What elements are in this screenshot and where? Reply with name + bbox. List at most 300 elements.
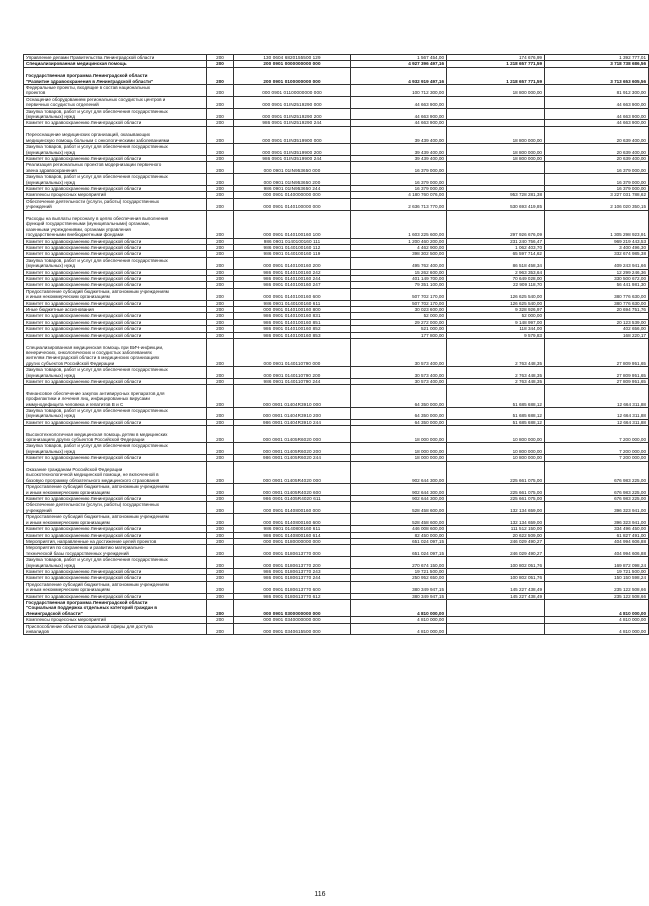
- item-name-line: Комплексы процессных мероприятий: [26, 617, 106, 623]
- item-name-line: медицинскую помощь больным с онкологическими заболеваниями: [26, 137, 170, 143]
- executed-amount-cell: 225 661 075,00: [447, 461, 545, 484]
- item-name-line: Оснащение оборудованием региональных сосудистых центров и: [26, 96, 166, 102]
- item-name-line: Оказание гражданам Российской Федерации: [26, 467, 123, 473]
- grbs-code-cell: 200: [207, 185, 234, 191]
- executed-amount-cell: 10 800 000,00: [447, 426, 545, 443]
- item-name-line: (муниципальных) нужд: [26, 179, 76, 185]
- grbs-code-cell: 200: [207, 617, 234, 623]
- executed-amount-cell: 174 676,99: [447, 55, 545, 61]
- item-name-line: Комитет по здравоохранению Ленинградской области: [26, 282, 142, 288]
- table-row: [24, 426, 649, 443]
- remaining-amount-cell: 19 721 500,00: [545, 568, 649, 574]
- item-name-line: (муниципальных) нужд: [26, 448, 76, 454]
- executed-amount-cell: 1 062 403,70: [447, 245, 545, 251]
- grbs-code-cell: 200: [207, 162, 234, 174]
- budget-code-cell: 000 0901 0140100160 100: [234, 210, 351, 238]
- grbs-code-cell: 200: [207, 198, 234, 210]
- approved-amount-cell: 52 000,00: [351, 313, 447, 319]
- budget-code-cell: 000 0901 0300000000 000: [234, 599, 351, 616]
- grbs-code-cell: 200: [207, 455, 234, 461]
- approved-amount-cell: 1 567 454,00: [351, 55, 447, 61]
- grbs-code-cell: 200: [207, 378, 234, 384]
- executed-amount-cell: 126 625 540,00: [447, 288, 545, 300]
- budget-code-cell: 986 0901 0180613770 243: [234, 568, 351, 574]
- approved-amount-cell: 30 573 400,00: [351, 378, 447, 384]
- remaining-amount-cell: 61 827 491,00: [545, 532, 649, 538]
- item-name-cell: [24, 198, 207, 210]
- approved-amount-cell: 398 302 500,00: [351, 251, 447, 257]
- approved-amount-cell: 651 024 097,15: [351, 538, 447, 544]
- grbs-code-cell: 200: [207, 257, 234, 269]
- item-name-line: Комитет по здравоохранению Ленинградской области: [26, 245, 142, 250]
- remaining-amount-cell: 44 663 900,00: [545, 108, 649, 120]
- grbs-code-cell: 200: [207, 623, 234, 635]
- executed-amount-cell: 51 685 688,12: [447, 385, 545, 408]
- budget-code-cell: 986 0901 01IN3519900 244: [234, 155, 351, 161]
- grbs-code-cell: 200: [207, 251, 234, 257]
- approved-amount-cell: 250 952 650,00: [351, 575, 447, 581]
- executed-amount-cell: [447, 599, 545, 616]
- budget-code-cell: 000 0901 01100000000 000: [234, 85, 351, 97]
- item-name-line: (муниципальных) нужд: [26, 114, 76, 120]
- remaining-amount-cell: 404 994 606,88: [545, 545, 649, 557]
- budget-code-cell: 000 0901 0140800160 000: [234, 502, 351, 514]
- item-name-cell: [24, 96, 207, 108]
- budget-code-cell: 986 0901 0140800160 611: [234, 526, 351, 532]
- budget-code-cell: 000 0901 01IN3519900 000: [234, 126, 351, 143]
- executed-amount-cell: 70 649 028,00: [447, 276, 545, 282]
- remaining-amount-cell: 1 305 298 923,91: [545, 210, 649, 238]
- table-row: [24, 514, 649, 526]
- budget-code-cell: 986 0901 01404R3910 244: [234, 419, 351, 425]
- budget-code-cell: 000 0901 0140100160 800: [234, 307, 351, 313]
- budget-code-cell: 986 0901 01IN2519290 244: [234, 120, 351, 126]
- executed-amount-cell: 118 344,00: [447, 326, 545, 332]
- item-name-line: первичных сосудистых отделений: [26, 102, 99, 108]
- table-row: [24, 443, 649, 455]
- executed-amount-cell: 18 800 000,00: [447, 85, 545, 97]
- executed-amount-cell: 1 218 657 771,59: [447, 61, 545, 67]
- executed-amount-cell: 126 625 540,00: [447, 300, 545, 306]
- item-name-cell: [24, 599, 207, 616]
- executed-amount-cell: 20 622 509,00: [447, 532, 545, 538]
- remaining-amount-cell: 27 809 951,65: [545, 339, 649, 367]
- budget-code-cell: 000 0901 0180613770 200: [234, 557, 351, 569]
- remaining-amount-cell: 4 810 000,00: [545, 623, 649, 635]
- item-name-cell: [24, 210, 207, 238]
- item-name-line: Мероприятия, направленные на достижение целей проектов: [26, 538, 157, 544]
- item-name-cell: [24, 367, 207, 379]
- item-name-cell: [24, 557, 207, 569]
- item-name-line: Комитет по здравоохранению Ленинградской области: [26, 276, 142, 282]
- item-name-line: (муниципальных) нужд: [26, 413, 76, 419]
- item-name-line: профилактики и лечения лиц, инфицированных вирусами: [26, 396, 150, 402]
- item-name-line: Реализация региональных проектов модернизации первичного: [26, 162, 162, 168]
- executed-amount-cell: 52 000,00: [447, 313, 545, 319]
- remaining-amount-cell: 3 713 653 605,56: [545, 67, 649, 84]
- item-name-line: функций государственными (муниципальными) органами,: [26, 221, 150, 227]
- item-name-cell: [24, 108, 207, 120]
- remaining-amount-cell: 2 106 020 350,15: [545, 198, 649, 210]
- remaining-amount-cell: 12 299 246,36: [545, 269, 649, 275]
- table-row: [24, 210, 649, 238]
- grbs-code-cell: 200: [207, 319, 234, 325]
- item-name-line: Комитет по здравоохранению Ленинградской области: [26, 300, 142, 306]
- item-name-cell: [24, 581, 207, 593]
- grbs-code-cell: 200: [207, 557, 234, 569]
- grbs-code-cell: 200: [207, 67, 234, 84]
- remaining-amount-cell: 380 776 630,00: [545, 288, 649, 300]
- item-name-cell: [24, 257, 207, 269]
- grbs-code-cell: 200: [207, 502, 234, 514]
- item-name-line: Закупка товаров, работ и услуг для обеспечения государственных: [26, 443, 168, 449]
- remaining-amount-cell: 169 872 098,24: [545, 557, 649, 569]
- item-name-line: Комитет по здравоохранению Ленинградской области: [26, 419, 142, 425]
- executed-amount-cell: 2 763 448,35: [447, 367, 545, 379]
- item-name-line: Комитет по здравоохранению Ленинградской области: [26, 332, 142, 338]
- approved-amount-cell: 16 379 000,00: [351, 162, 447, 174]
- grbs-code-cell: 200: [207, 245, 234, 251]
- approved-amount-cell: 82 450 000,00: [351, 532, 447, 538]
- grbs-code-cell: 200: [207, 581, 234, 593]
- item-name-line: Предоставление субсидий бюджетным, автономным учреждениям: [26, 514, 169, 520]
- approved-amount-cell: 18 000 000,00: [351, 443, 447, 455]
- executed-amount-cell: 100 802 051,76: [447, 557, 545, 569]
- table-row: [24, 557, 649, 569]
- remaining-amount-cell: 56 441 981,30: [545, 282, 649, 288]
- item-name-line: Закупка товаров, работ и услуг для обеспечения государственных: [26, 144, 168, 150]
- remaining-amount-cell: 150 150 598,24: [545, 575, 649, 581]
- item-name-line: казенными учреждениями, органами управления: [26, 226, 131, 232]
- executed-amount-cell: 132 134 659,00: [447, 502, 545, 514]
- item-name-line: Государственная программа Ленинградской области: [26, 599, 148, 605]
- item-name-line: Специализированная медицинская помощь: [26, 61, 127, 67]
- item-name-line: Комитет по здравоохранению Ленинградской области: [26, 526, 142, 532]
- item-name-line: Комитет по здравоохранению Ленинградской области: [26, 313, 142, 319]
- table-row: [24, 67, 649, 84]
- grbs-code-cell: 200: [207, 419, 234, 425]
- budget-code-cell: 986 0901 0140110790 244: [234, 378, 351, 384]
- approved-amount-cell: 15 262 600,00: [351, 269, 447, 275]
- remaining-amount-cell: 3 400 496,30: [545, 245, 649, 251]
- item-name-line: "Социальная поддержка отдельных категорий граждан в: [26, 605, 158, 611]
- item-name-line: других субъектов Российской Федерации: [26, 360, 115, 366]
- executed-amount-cell: [447, 623, 545, 635]
- approved-amount-cell: 100 712 300,00: [351, 85, 447, 97]
- item-name-line: Закупка товаров, работ и услуг для обеспечения государственных: [26, 557, 168, 563]
- item-name-line: государственными внебюджетными фондами: [26, 232, 124, 238]
- approved-amount-cell: 380 349 947,15: [351, 593, 447, 599]
- grbs-code-cell: 200: [207, 496, 234, 502]
- budget-code-cell: 000 0901 0140110790 200: [234, 367, 351, 379]
- budget-code-cell: 986 0901 01405R4020 611: [234, 496, 351, 502]
- executed-amount-cell: 51 685 688,12: [447, 407, 545, 419]
- executed-amount-cell: 9 148 997,00: [447, 319, 545, 325]
- approved-amount-cell: 19 721 500,00: [351, 568, 447, 574]
- budget-code-cell: 000 0901 01405R6020 200: [234, 443, 351, 455]
- item-name-cell: [24, 461, 207, 484]
- table-row: [24, 257, 649, 269]
- remaining-amount-cell: 16 379 000,00: [545, 162, 649, 174]
- executed-amount-cell: 9 579,83: [447, 332, 545, 338]
- budget-code-cell: 986 0901 0180613770 244: [234, 575, 351, 581]
- executed-amount-cell: 225 661 075,00: [447, 484, 545, 496]
- table-row: [24, 174, 649, 186]
- table-row: [24, 502, 649, 514]
- grbs-code-cell: 200: [207, 385, 234, 408]
- budget-code-cell: 986 0901 0140100160 853: [234, 332, 351, 338]
- item-name-line: и иным некоммерческим организациям: [26, 519, 110, 525]
- remaining-amount-cell: 396 323 941,00: [545, 502, 649, 514]
- approved-amount-cell: 39 439 400,00: [351, 155, 447, 161]
- executed-amount-cell: 2 763 448,35: [447, 339, 545, 367]
- grbs-code-cell: 200: [207, 192, 234, 198]
- budget-code-cell: 130 0604 6820155500 129: [234, 55, 351, 61]
- remaining-amount-cell: 676 983 225,00: [545, 484, 649, 496]
- approved-amount-cell: 1 200 460 200,00: [351, 238, 447, 244]
- approved-amount-cell: 30 023 600,00: [351, 307, 447, 313]
- approved-amount-cell: 651 024 097,15: [351, 545, 447, 557]
- remaining-amount-cell: 20 639 400,00: [545, 126, 649, 143]
- executed-amount-cell: [447, 162, 545, 174]
- item-name-line: Комитет по здравоохранению Ленинградской области: [26, 532, 142, 538]
- remaining-amount-cell: 404 994 606,88: [545, 538, 649, 544]
- remaining-amount-cell: 396 323 941,00: [545, 514, 649, 526]
- budget-code-cell: 000 0901 01405R4020 000: [234, 461, 351, 484]
- grbs-code-cell: 200: [207, 575, 234, 581]
- item-name-line: Комплексы процессных мероприятий: [26, 192, 106, 198]
- approved-amount-cell: 177 800,00: [351, 332, 447, 338]
- budget-code-cell: 000 0901 0180613770 600: [234, 581, 351, 593]
- approved-amount-cell: 29 272 000,00: [351, 319, 447, 325]
- grbs-code-cell: 200: [207, 144, 234, 156]
- approved-amount-cell: 64 350 000,00: [351, 419, 447, 425]
- approved-amount-cell: 16 379 000,00: [351, 185, 447, 191]
- grbs-code-cell: 200: [207, 155, 234, 161]
- item-name-line: организациях других субъектов Российской Федерации: [26, 437, 145, 442]
- executed-amount-cell: 145 227 438,49: [447, 581, 545, 593]
- remaining-amount-cell: 330 500 672,00: [545, 276, 649, 282]
- item-name-line: технической базы государственных учреждений: [26, 550, 129, 556]
- item-name-line: и иным некоммерческим организациям: [26, 587, 110, 593]
- table-row: [24, 85, 649, 97]
- item-name-line: Управление делами Правительства Ленинградской области: [26, 55, 155, 60]
- budget-code-cell: 986 0901 0140100160 112: [234, 245, 351, 251]
- budget-code-cell: 986 0901 0140100160 119: [234, 251, 351, 257]
- executed-amount-cell: 111 512 150,00: [447, 526, 545, 532]
- item-name-line: (муниципальных) нужд: [26, 263, 76, 269]
- item-name-line: учреждений: [26, 507, 52, 513]
- budget-code-cell: 986 0901 01405R6020 244: [234, 455, 351, 461]
- remaining-amount-cell: 4 810 000,00: [545, 617, 649, 623]
- remaining-amount-cell: 20 123 539,00: [545, 319, 649, 325]
- table-row: [24, 162, 649, 174]
- approved-amount-cell: 4 810 000,00: [351, 623, 447, 635]
- executed-amount-cell: 2 963 353,64: [447, 269, 545, 275]
- item-name-line: Комитет по здравоохранению Ленинградской области: [26, 593, 142, 599]
- grbs-code-cell: 200: [207, 568, 234, 574]
- remaining-amount-cell: 332 674 985,38: [545, 251, 649, 257]
- item-name-line: Предоставление субсидий бюджетным, автономным учреждениям: [26, 484, 169, 490]
- grbs-code-cell: 200: [207, 326, 234, 332]
- budget-code-cell: 986 0901 0140100160 247: [234, 282, 351, 288]
- item-name-line: звена здравоохранения: [26, 167, 77, 173]
- grbs-code-cell: 200: [207, 461, 234, 484]
- item-name-line: "Развитие здравоохранения в Ленинградской области": [26, 78, 154, 84]
- table-row: [24, 108, 649, 120]
- table-body: [24, 55, 649, 635]
- item-name-line: Финансовое обеспечение закупок антивирусных препаратов для: [26, 390, 165, 396]
- budget-code-cell: 000 0901 01404R3910 000: [234, 385, 351, 408]
- grbs-code-cell: 200: [207, 238, 234, 244]
- budget-code-cell: 986 0901 01IN953650 244: [234, 185, 351, 191]
- item-name-line: Предоставление субсидий бюджетным, автономным учреждениям: [26, 581, 169, 587]
- grbs-code-cell: 200: [207, 407, 234, 419]
- remaining-amount-cell: 969 219 443,53: [545, 238, 649, 244]
- table-row: [24, 144, 649, 156]
- approved-amount-cell: 902 644 300,00: [351, 496, 447, 502]
- budget-code-cell: 986 0901 0140100160 851: [234, 319, 351, 325]
- item-name-cell: [24, 502, 207, 514]
- item-name-line: Высокотехнологичная медицинская помощь детям в медицинских: [26, 431, 168, 437]
- remaining-amount-cell: 402 656,00: [545, 326, 649, 332]
- budget-code-cell: 000 0901 0140100000 000: [234, 198, 351, 210]
- grbs-code-cell: 200: [207, 300, 234, 306]
- grbs-code-cell: 200: [207, 61, 234, 67]
- table-row: [24, 484, 649, 496]
- grbs-code-cell: 200: [207, 282, 234, 288]
- executed-amount-cell: 231 240 756,47: [447, 238, 545, 244]
- executed-amount-cell: 18 800 000,00: [447, 144, 545, 156]
- item-name-line: Комитет по здравоохранению Ленинградской области: [26, 120, 142, 126]
- approved-amount-cell: 380 349 947,15: [351, 581, 447, 593]
- table-row: [24, 581, 649, 593]
- item-name-cell: [24, 443, 207, 455]
- grbs-code-cell: 200: [207, 367, 234, 379]
- grbs-code-cell: 200: [207, 55, 234, 61]
- table-row: [24, 385, 649, 408]
- table-row: [24, 545, 649, 557]
- item-name-line: Комитет по здравоохранению Ленинградской области: [26, 378, 142, 384]
- table-row: [24, 367, 649, 379]
- table-row: [24, 599, 649, 616]
- item-name-line: Государственная программа Ленинградской области: [26, 73, 148, 79]
- remaining-amount-cell: 3 227 031 788,62: [545, 192, 649, 198]
- item-name-line: Комитет по здравоохранению Ленинградской области: [26, 155, 142, 161]
- item-name-line: Комитет по здравоохранению Ленинградской области: [26, 319, 142, 325]
- budget-code-cell: 000 0901 0340615500 000: [234, 623, 351, 635]
- item-name-cell: [24, 288, 207, 300]
- item-name-line: высокотехнологичной медицинской помощи, не включенной в: [26, 472, 159, 478]
- executed-amount-cell: [447, 96, 545, 108]
- budget-code-cell: 200 0901 0000000000 000: [234, 61, 351, 67]
- remaining-amount-cell: 7 200 000,00: [545, 455, 649, 461]
- item-name-cell: [24, 126, 207, 143]
- item-name-line: учреждений: [26, 204, 52, 210]
- table-row: [24, 288, 649, 300]
- approved-amount-cell: 16 379 000,00: [351, 174, 447, 186]
- item-name-line: Комитет по здравоохранению Ленинградской области: [26, 455, 142, 461]
- remaining-amount-cell: 44 663 900,00: [545, 120, 649, 126]
- budget-code-cell: 986 0901 0140100160 244: [234, 276, 351, 282]
- budget-code-cell: 986 0901 0180613770 612: [234, 593, 351, 599]
- approved-amount-cell: 528 458 600,00: [351, 502, 447, 514]
- item-name-line: Закупка товаров, работ и услуг для обеспечения государственных: [26, 174, 168, 180]
- approved-amount-cell: 39 439 400,00: [351, 126, 447, 143]
- budget-code-cell: 986 0901 0140100160 831: [234, 313, 351, 319]
- remaining-amount-cell: 12 664 311,88: [545, 385, 649, 408]
- item-name-cell: [24, 385, 207, 408]
- item-name-cell: [24, 339, 207, 367]
- table-row: [24, 96, 649, 108]
- remaining-amount-cell: 27 809 951,65: [545, 367, 649, 379]
- item-name-line: Комитет по здравоохранению Ленинградской области: [26, 238, 142, 244]
- item-name-cell: [24, 545, 207, 557]
- remaining-amount-cell: 20 694 751,76: [545, 307, 649, 313]
- table-row: [24, 198, 649, 210]
- grbs-code-cell: 200: [207, 210, 234, 238]
- executed-amount-cell: 10 800 000,00: [447, 455, 545, 461]
- grbs-code-cell: 200: [207, 108, 234, 120]
- remaining-amount-cell: 27 809 951,65: [545, 378, 649, 384]
- budget-code-cell: 986 0901 0140800160 614: [234, 532, 351, 538]
- table-row: [24, 623, 649, 635]
- executed-amount-cell: 18 800 000,00: [447, 155, 545, 161]
- remaining-amount-cell: 334 496 450,00: [545, 526, 649, 532]
- budget-code-cell: 986 0901 0140100160 242: [234, 269, 351, 275]
- remaining-amount-cell: 12 664 311,88: [545, 419, 649, 425]
- executed-amount-cell: [447, 174, 545, 186]
- approved-amount-cell: 4 462 900,00: [351, 245, 447, 251]
- budget-code-cell: 986 0901 0140100160 852: [234, 326, 351, 332]
- approved-amount-cell: 902 644 300,00: [351, 484, 447, 496]
- grbs-code-cell: 200: [207, 545, 234, 557]
- approved-amount-cell: 521 000,00: [351, 326, 447, 332]
- remaining-amount-cell: 7 200 000,00: [545, 443, 649, 455]
- approved-amount-cell: 18 000 000,00: [351, 426, 447, 443]
- item-name-cell: [24, 174, 207, 186]
- table-row: [24, 126, 649, 143]
- item-name-line: и иным некоммерческим организациям: [26, 294, 110, 300]
- budget-code-cell: 000 0901 01IN3519900 200: [234, 144, 351, 156]
- item-name-cell: [24, 144, 207, 156]
- grbs-code-cell: 200: [207, 269, 234, 275]
- remaining-amount-cell: 12 664 311,88: [545, 407, 649, 419]
- grbs-code-cell: 200: [207, 514, 234, 526]
- item-name-line: базовую программу обязательного медицинского страхования: [26, 477, 160, 483]
- budget-code-cell: 000 0901 0340000000 000: [234, 617, 351, 623]
- approved-amount-cell: 446 008 600,00: [351, 526, 447, 532]
- grbs-code-cell: 200: [207, 538, 234, 544]
- approved-amount-cell: 507 702 170,00: [351, 288, 447, 300]
- budget-code-cell: 000 0901 01IN953650 200: [234, 174, 351, 186]
- approved-amount-cell: 4 927 396 497,16: [351, 61, 447, 67]
- table-row: [24, 407, 649, 419]
- remaining-amount-cell: 16 379 000,00: [545, 174, 649, 186]
- approved-amount-cell: 44 663 900,00: [351, 96, 447, 108]
- budget-table-container: [23, 54, 646, 635]
- item-name-line: Комитет по здравоохранению Ленинградской области: [26, 326, 142, 332]
- grbs-code-cell: 200: [207, 593, 234, 599]
- approved-amount-cell: 18 000 000,00: [351, 455, 447, 461]
- item-name-line: Предоставление субсидий бюджетным, автономным учреждениям: [26, 288, 169, 294]
- item-name-line: (муниципальных) нужд: [26, 372, 76, 378]
- budget-code-cell: 000 0901 0140110790 000: [234, 339, 351, 367]
- item-name-cell: [24, 426, 207, 443]
- item-name-line: Комитет по здравоохранению Ленинградской области: [26, 568, 142, 574]
- approved-amount-cell: 79 351 100,00: [351, 282, 447, 288]
- remaining-amount-cell: 676 983 225,00: [545, 461, 649, 484]
